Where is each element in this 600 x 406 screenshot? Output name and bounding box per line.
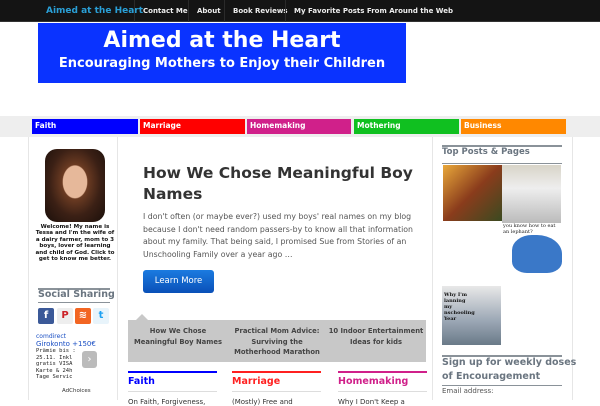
social-sharing-heading: Social Sharing [38, 289, 115, 300]
column-heading[interactable]: Marriage [232, 373, 321, 392]
nav-contact-me[interactable]: Contact Me [134, 0, 196, 22]
ad-body: Prämie bis : 25.11. Inkl gratis VISA Karte & 24h Tage Servic [36, 348, 76, 380]
category-business[interactable]: Business [461, 119, 566, 134]
divider [38, 302, 110, 303]
category-marriage[interactable]: Marriage [140, 119, 245, 134]
author-photo[interactable] [45, 149, 105, 222]
rss-icon[interactable]: ≋ [75, 308, 91, 324]
signup-heading: Sign up for weekly doses of Encouragement [442, 357, 577, 382]
slider-tab[interactable]: Practical Mom Advice: Surviving the Motherhood Marathon [234, 327, 320, 356]
column-excerpt[interactable]: (Mostly) Free and [232, 398, 293, 406]
pinterest-icon[interactable]: P [57, 308, 73, 324]
column-heading[interactable]: Homemaking [338, 373, 427, 392]
post-thumbnail-unschooling[interactable] [442, 286, 501, 345]
banner-subtitle: Encouraging Mothers to Enjoy their Children [58, 56, 386, 71]
welcome-text[interactable]: Welcome! My name is Tessa and I'm the wife of a dairy farmer, mom to 3 boys, lover of learning and child of God. Click to get to know me better. [35, 224, 115, 263]
divider [442, 163, 562, 164]
learn-more-button[interactable]: Learn More [143, 270, 214, 293]
post-thumbnail-jars[interactable] [502, 165, 561, 223]
chevron-right-icon[interactable]: › [82, 351, 97, 368]
category-homemaking[interactable]: Homemaking [247, 119, 351, 134]
elephant-caption[interactable]: you know how to eat an lephant? [503, 223, 556, 235]
category-column-homemaking [338, 371, 427, 406]
elephant-thumbnail[interactable] [512, 235, 562, 273]
featured-slider-tabs [128, 320, 426, 362]
divider [442, 385, 562, 386]
category-column-faith [128, 371, 217, 406]
slider-tab[interactable]: How We Chose Meaningful Boy Names [134, 327, 222, 346]
category-column-marriage [232, 371, 321, 406]
ad-line1[interactable]: comdirect [36, 333, 66, 340]
slider-tab[interactable]: 10 Indoor Entertainment Ideas for kids [328, 327, 424, 346]
top-nav-bar [0, 0, 600, 22]
column-heading[interactable]: Faith [128, 373, 217, 392]
column-excerpt[interactable]: On Faith, Forgiveness, [128, 398, 206, 406]
post-thumbnail-tomatoes[interactable] [443, 165, 502, 221]
adchoices-link[interactable]: AdChoices [62, 388, 91, 394]
twitter-icon[interactable]: t [93, 308, 109, 324]
category-faith[interactable]: Faith [32, 119, 138, 134]
unschooling-caption: Why I'm lanning my nschooling Year [444, 292, 475, 322]
ad-line2[interactable]: Girokonto +150€ [36, 340, 96, 348]
header-banner[interactable] [38, 23, 406, 83]
post-title[interactable]: How We Chose Meaningful Boy Names [143, 164, 413, 203]
category-mothering[interactable]: Mothering [354, 119, 459, 134]
nav-book-reviews[interactable]: Book Reviews [224, 0, 296, 22]
site-brand-link[interactable]: Aimed at the Heart [46, 6, 144, 16]
post-excerpt: I don't often (or maybe ever?) used my boys' real names on my blog because I don't need random passers-by to know all that information about my family. That being said, I promised Sue from Stories of an Unschooling Family over a year ago … [143, 212, 413, 259]
nav-about[interactable]: About [188, 0, 229, 22]
top-posts-heading: Top Posts & Pages [442, 147, 530, 157]
nav-favorite-posts[interactable]: My Favorite Posts From Around the Web [285, 0, 461, 22]
facebook-icon[interactable]: f [38, 308, 54, 324]
banner-title: Aimed at the Heart [103, 28, 341, 53]
column-excerpt[interactable]: Why I Don't Keep a [338, 398, 405, 406]
email-label: Email address: [442, 387, 494, 395]
